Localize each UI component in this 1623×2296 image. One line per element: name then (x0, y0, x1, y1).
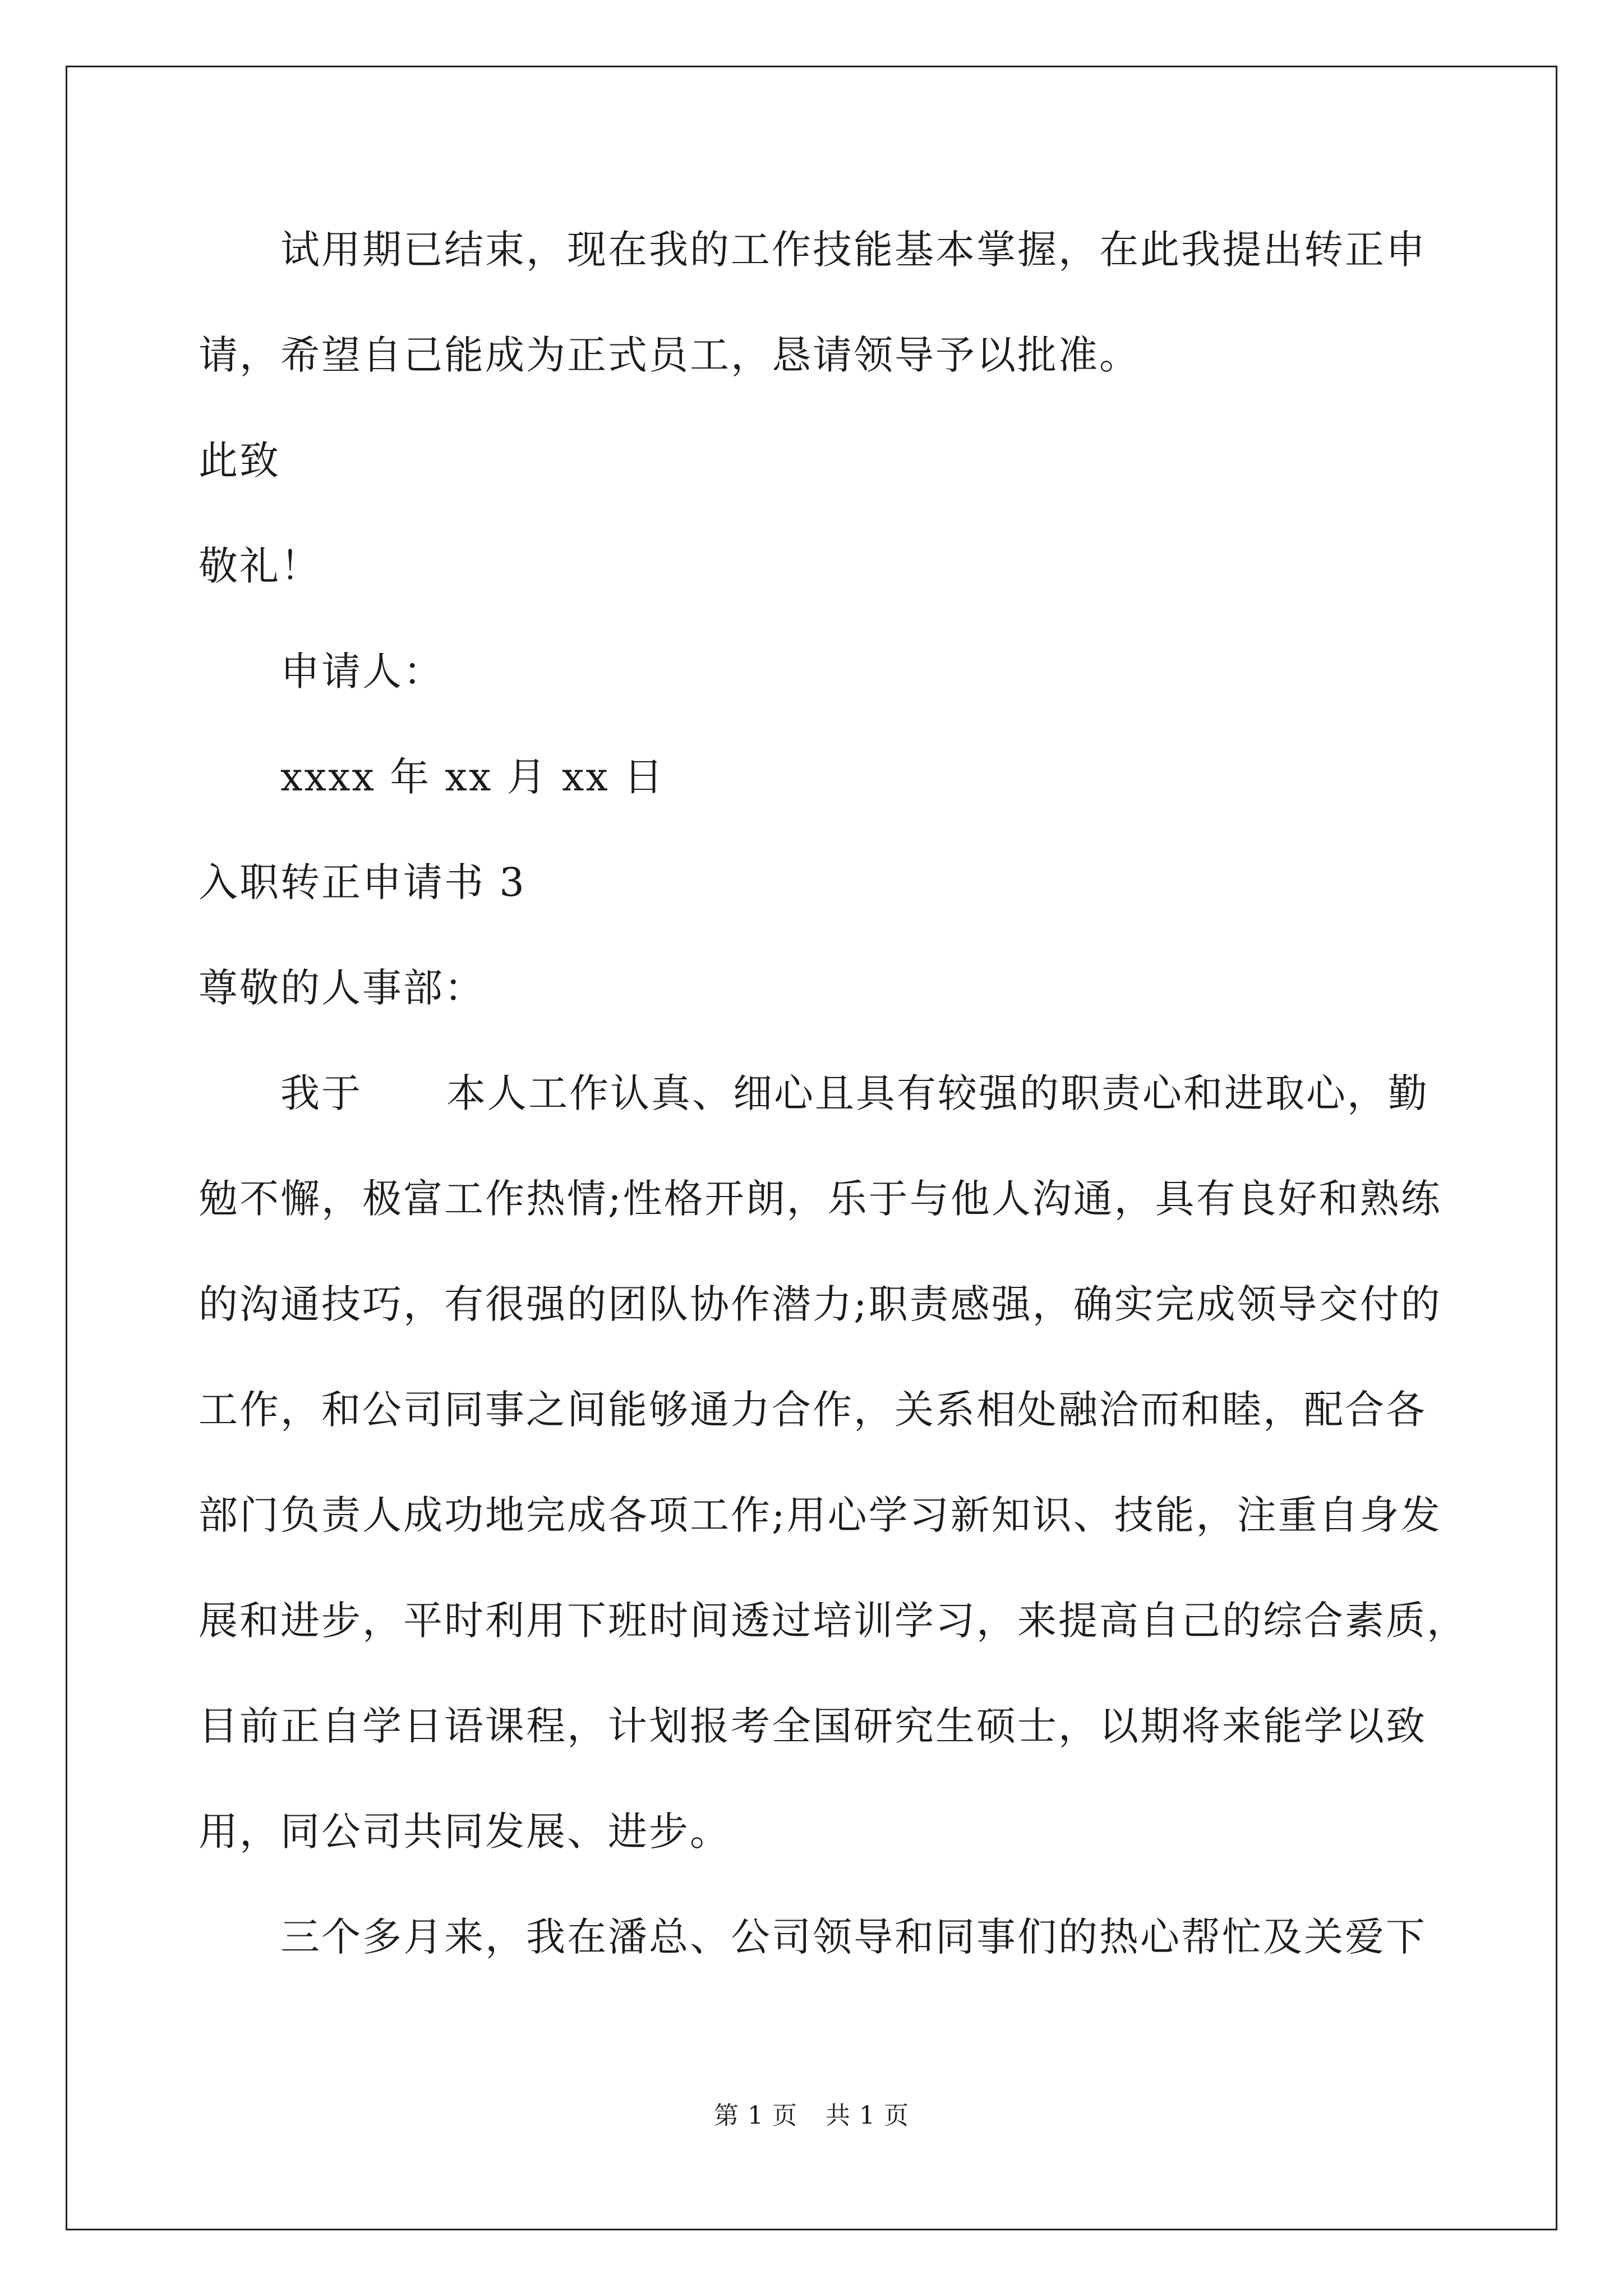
paragraph-text: 本人工作认真、细心且具有较强的职责心和进取心，勤 (446, 1070, 1429, 1116)
closing-salutation: 此致 (199, 438, 280, 484)
page-border (66, 66, 1557, 2230)
closing-regards: 敬礼！ (199, 543, 321, 589)
paragraph-line: 三个多月来，我在潘总、公司领导和同事们的热心帮忙及关爱下 (280, 1914, 1427, 1960)
applicant-label: 申请人： (280, 648, 444, 694)
page-number: 第 1 页 (714, 2101, 797, 2130)
paragraph-lead: 我于 (280, 1070, 362, 1116)
paragraph-line: 工作，和公司同事之间能够通力合作，关系相处融洽而和睦，配合各 (199, 1387, 1427, 1433)
section-title: 入职转正申请书 3 (199, 859, 526, 905)
paragraph-line: 用，同公司共同发展、进步。 (199, 1809, 731, 1855)
date-line: xxxx 年 xx 月 xx 日 (280, 754, 665, 800)
greeting: 尊敬的人事部： (199, 965, 485, 1011)
paragraph-line: 目前正自学日语课程，计划报考全国研究生硕士，以期将来能学以致 (199, 1703, 1427, 1749)
page-footer (0, 2099, 1623, 2133)
paragraph-line (280, 1066, 1429, 1120)
paragraph-line: 部门负责人成功地完成各项工作;用心学习新知识、技能，注重自身发 (199, 1492, 1442, 1538)
paragraph-line: 试用期已结束，现在我的工作技能基本掌握，在此我提出转正申 (280, 227, 1427, 273)
paragraph-line: 勉不懈，极富工作热情;性格开朗，乐于与他人沟通，具有良好和熟练 (199, 1176, 1442, 1222)
paragraph-line: 请，希望自己能成为正式员工，恳请领导予以批准。 (199, 332, 1140, 378)
page-count: 共 1 页 (826, 2101, 909, 2130)
paragraph-line: 的沟通技巧，有很强的团队协作潜力;职责感强，确实完成领导交付的 (199, 1281, 1442, 1327)
paragraph-line: 展和进步，平时利用下班时间透过培训学习，来提高自己的综合素质， (199, 1598, 1468, 1644)
